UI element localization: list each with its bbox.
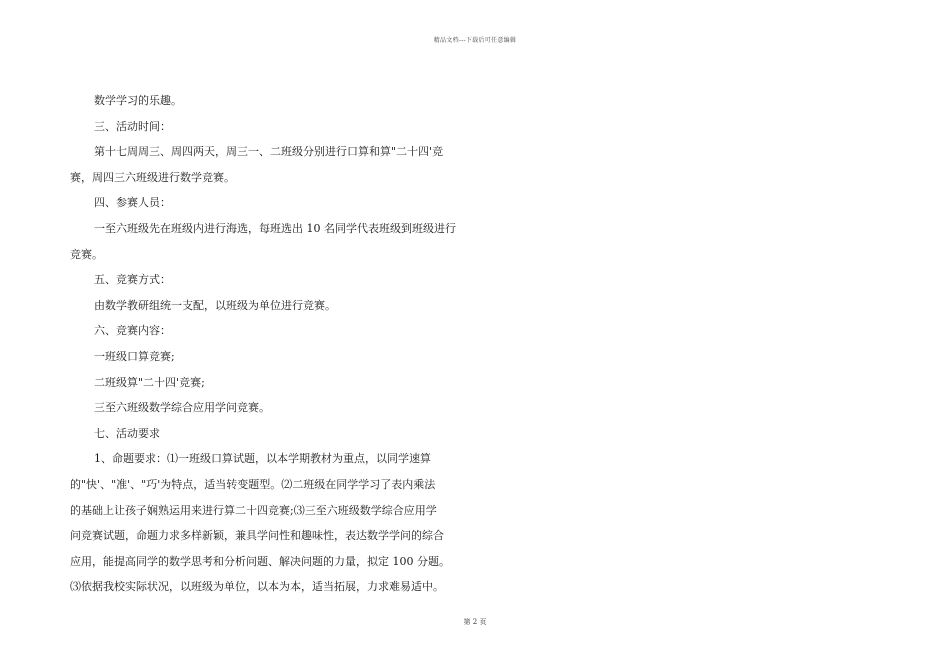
- section-heading-requirements: 七、活动要求: [94, 426, 160, 440]
- paragraph-line: 问竞赛试题，命题力求多样新颖，兼具学问性和趣味性，表达数学学问的综合: [70, 529, 444, 543]
- body-text: [70, 88, 470, 600]
- paragraph-line: 竞赛。: [70, 247, 103, 261]
- paragraph-line: 赛，周四三六班级进行数学竞赛。: [70, 170, 235, 184]
- paragraph-line: 第十七周周三、周四两天，周三一、二班级分别进行口算和算"二十四'竞: [94, 145, 444, 159]
- section-heading-method: 五、竞赛方式：: [94, 273, 171, 287]
- paragraph-line: 三至六班级数学综合应用学问竞赛。: [94, 401, 270, 415]
- header-note: 精品文档---下载后可任意编辑: [433, 37, 517, 44]
- paragraph-line: 的"快'、"准'、"巧'为特点，适当转变题型。⑵二班级在同学学习了表内乘法: [70, 477, 436, 491]
- paragraph-line: 一班级口算竞赛;: [94, 349, 175, 363]
- paragraph-line: ⑶依据我校实际状况，以班级为单位，以本为本，适当拓展，力求难易适中。: [70, 580, 444, 594]
- page-number: 第 2 页: [463, 618, 487, 626]
- paragraph-line: 应用，能提高同学的数学思考和分析问题、解决问题的力量，拟定 100 分题。: [70, 554, 450, 568]
- paragraph-line: 二班级算"二十四'竞赛;: [94, 375, 205, 389]
- section-heading-content: 六、竞赛内容：: [94, 324, 171, 338]
- section-heading-time: 三、活动时间：: [94, 119, 171, 133]
- section-heading-participants: 四、参赛人员：: [94, 196, 171, 210]
- paragraph-line: 数学学习的乐趣。: [94, 94, 182, 107]
- paragraph-line: 一至六班级先在班级内进行海选，每班选出 10 名同学代表班级到班级进行: [94, 221, 456, 235]
- paragraph-line: 的基础上让孩子娴熟运用来进行算二十四竞赛;⑶三至六班级数学综合应用学: [70, 503, 437, 517]
- paragraph-line: 1、命题要求：⑴一班级口算试题，以本学期教材为重点，以同学速算: [94, 452, 431, 466]
- paragraph-line: 由数学教研组统一支配，以班级为单位进行竞赛。: [94, 298, 336, 312]
